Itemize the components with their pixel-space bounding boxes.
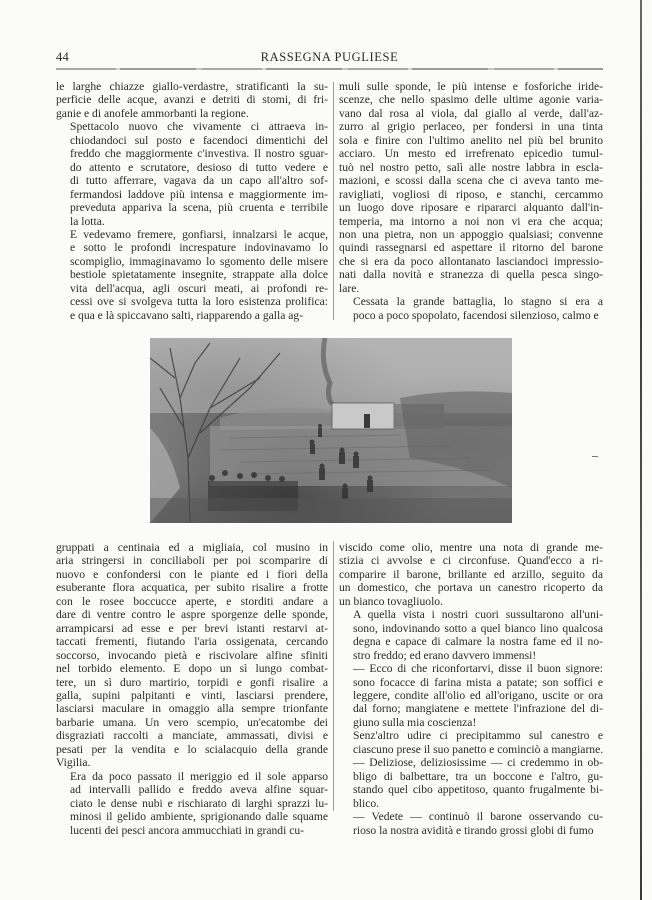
text-line: Vigilia. [56, 756, 91, 770]
column-bottom-right [339, 541, 603, 837]
text-line: leggere, condite all'olio ed all'origano, uscite or ora [353, 688, 603, 702]
paragraph [339, 295, 603, 322]
engraving-icon [150, 338, 512, 523]
text-line: lasciarsi maculare in omaggio alla sempre trionfante [56, 702, 328, 716]
paragraph [339, 810, 603, 837]
header-rule [56, 68, 603, 70]
text-line: tere, un sì duro martirio, torpidi e gonfi risalire a [56, 675, 328, 689]
paragraph [339, 608, 603, 662]
text-line: galla, supini palpitanti e vinti, lasciarsi prendere, [56, 688, 328, 702]
text-line: chiodandoci sul posto e facendoci dimentichi del [70, 133, 328, 147]
text-line: non una pietra, non un appoggio qualsiasi; convenne [339, 227, 603, 241]
text-line: giuno sulla mia coscienza! [353, 715, 477, 729]
text-line: bestiole spietatamente insegnite, strappate alla dolce [70, 268, 328, 282]
text-line: barbarie umana. Un vero scempio, un'ecatombe dei [56, 715, 328, 729]
text-line: un luogo dove riposare e ripararci alquanto dall'in- [339, 201, 603, 215]
text-line: scompiglio, immaginavamo lo sgomento delle misere [70, 254, 328, 268]
text-line: ciato le dense nubi e rischiarato di larghi sprazzi lu- [70, 796, 328, 810]
text-line: tuò nel nostro petto, salì alle nostre labbra in escla- [339, 160, 603, 174]
text-line: fermandosi laddove più intensa e maggiormente im- [70, 187, 328, 201]
column-bottom-left [56, 541, 328, 837]
text-line: blico. [353, 796, 380, 810]
text-line: nel torbido elemento. E dopo un sì lungo combat- [56, 662, 328, 676]
text-line: zurro al grigio perlaceo, per fondersi in una tinta [339, 120, 603, 134]
column-divider-top [333, 82, 334, 320]
column-top-left [56, 80, 328, 322]
text-line: ciascuno prese il suo panetto e cominciò a mangiarne. [353, 742, 603, 756]
paragraph [339, 80, 603, 295]
paragraph [339, 541, 603, 608]
text-line: Cessata la grande battaglia, lo stagno si era a [353, 295, 603, 309]
paragraph [56, 80, 328, 120]
text-line: ad intervalli pallido e freddo aveva alfine squar- [70, 783, 328, 797]
stray-print-mark [592, 456, 598, 457]
text-line: degna e capace di calmare la nostra fame ed il no- [353, 635, 603, 649]
running-title: RASSEGNA PUGLIESE [260, 50, 399, 64]
text-line: scenze, che nello spasimo delle ultime agonie varia- [339, 93, 603, 107]
text-line: Era da poco passato il meriggio ed il sole apparso [70, 769, 328, 783]
text-line: — Ecco di che riconfortarvi, disse il buon signore: [353, 662, 603, 676]
column-top-right [339, 80, 603, 322]
illustration-pond-fishing [150, 338, 512, 523]
text-line: ravigliati, vogliosi di riposo, e stanchi, cercammo [339, 187, 603, 201]
text-line: E vedevamo fremere, gonfiarsi, innalzarsi le acque, [70, 227, 328, 241]
text-line: lucenti dei pesci ancora ammucchiati in grandi cu- [70, 823, 305, 837]
text-line: — Vedete — continuò il barone osservando cu- [353, 810, 603, 824]
text-line: — Deliziose, deliziosissime — ci credemmo in ob- [353, 756, 603, 770]
text-line: quindi rassegnarsi ed aspettare il ritorno del barone [339, 241, 603, 255]
text-line: Spettacolo nuovo che vivamente ci attraeva in- [70, 120, 328, 134]
text-line: nati dalla novità e stranezza di quella pesca singo- [339, 268, 603, 282]
text-line: temperia, ma intorno a noi non vi era che acqua; [339, 214, 603, 228]
text-line: acciaro. Un mesto ed irrefrenato epicedio tumul- [339, 147, 603, 161]
text-line: mazioni, e scossi dalla scena che ci aveva tanto me- [339, 174, 603, 188]
text-line: sono, indovinando sotto a quel bianco lino qualcosa [353, 621, 603, 635]
page-number: 44 [56, 50, 69, 64]
text-line: cessi ove si svolgeva tutta la loro esistenza prolifica: [70, 295, 328, 309]
text-line: lare. [339, 281, 360, 295]
text-line: freddo che maggiormente c'investiva. Il nostro sguar- [70, 147, 328, 161]
text-line: pesati per la vendita e lo scialacquio della grande [56, 742, 328, 756]
text-line: che si era da poco allontanato lasciandoci impressio- [339, 254, 603, 268]
text-line: rioso la nostra avidità e tirando grossi globi di fumo [353, 823, 594, 837]
page-binding-edge [640, 0, 642, 900]
text-line: un domestico, che portava un canestro ricoperto da [339, 581, 603, 595]
text-line: taccati frementi, fiutando l'aria ossigenata, cercando [56, 635, 328, 649]
text-line: perficie delle acque, avanzi e detriti di stomi, di fri- [56, 93, 328, 107]
text-line: con le rosee boccucce aperte, e storditi andare a [56, 594, 328, 608]
text-line: ganie e di anofele ammorbanti la regione. [56, 106, 249, 120]
text-line: la lotta. [70, 214, 105, 228]
text-line: A quella vista i nostri cuori sussultarono all'uni- [353, 608, 603, 622]
text-line: esuberante flora acquatica, per subito risalire a frotte [56, 581, 328, 595]
running-header [56, 50, 603, 66]
text-line: sono focacce di farina mista a patate; son soffici e [353, 675, 603, 689]
paragraph [56, 770, 328, 837]
text-line: muli sulle sponde, le più intense e fosforiche iride- [339, 80, 603, 93]
text-line: dare di ventre contro le aspre sporgenze delle sponde, [56, 608, 328, 622]
text-line: arrampicarsi ad esse e per brevi istanti restarvi at- [56, 621, 328, 635]
text-line: vano dal rosa al viola, dal giallo al verde, dall'az- [339, 106, 603, 120]
paragraph [56, 228, 328, 322]
text-line: le larghe chiazze giallo-verdastre, stratificanti la su- [56, 80, 328, 93]
text-line: nuovo e confondersi con le piante ed i fiori della [56, 567, 328, 581]
text-line: preveduta appariva la scena, più cruenta e terribile [70, 201, 328, 215]
paragraph [339, 729, 603, 756]
text-line: gruppati a centinaia ed a migliaia, col musino in [56, 541, 328, 554]
paragraph [339, 756, 603, 810]
column-divider-bottom [333, 541, 334, 811]
paragraph [56, 120, 328, 228]
text-line: minosi il gelido ambiente, sprigionando dalle squame [70, 810, 328, 824]
text-line: dal forno; mangiatene e mettete l'infrazione del di- [353, 702, 603, 716]
text-line: poco a poco spopolato, facendosi silenzioso, calmo e [353, 308, 599, 322]
text-line: soccorso, invocando pietà e riscivolare alfine sfiniti [56, 648, 328, 662]
text-line: e qua e là spiccavano salti, riapparendo a galla ag- [70, 308, 304, 322]
text-line: e sotto le profondi increspature indovinavamo lo [70, 241, 328, 255]
text-line: aria stringersi in conciliaboli per poi scomparire di [56, 554, 328, 568]
paragraph [56, 541, 328, 770]
text-line: bligo di balbettare, tra un boccone e l'altro, gu- [353, 769, 603, 783]
text-line: di tutto afferrare, vagava da un capo all'altro sof- [70, 174, 328, 188]
text-line: comparire il barone, brillante ed arzillo, seguito da [339, 567, 603, 581]
text-line: Senz'altro udire ci precipitammo sul canestro e [353, 729, 603, 743]
text-line: stando quel cibo appetitoso, quanto frugalmente bi- [353, 783, 603, 797]
text-line: do attento e scrutatore, desioso di tutto vedere e [70, 160, 328, 174]
text-line: un bianco tovagliuolo. [339, 594, 444, 608]
text-line: viscido come olio, mentre una nota di grande me- [339, 541, 603, 554]
text-line: sola e finire con l'ultimo anelito nel più bel brunito [339, 133, 603, 147]
text-line: stro freddo; ed erano davvero immensi! [353, 648, 537, 662]
text-line: disgraziati raccolti a manciate, ammassati, divisi e [56, 729, 328, 743]
paragraph [339, 662, 603, 729]
text-line: stizia ci avvolse e ci circonfuse. Quand'ecco a ri- [339, 554, 603, 568]
text-line: vita dell'acqua, agli oscuri meati, ai profondi re- [70, 281, 328, 295]
